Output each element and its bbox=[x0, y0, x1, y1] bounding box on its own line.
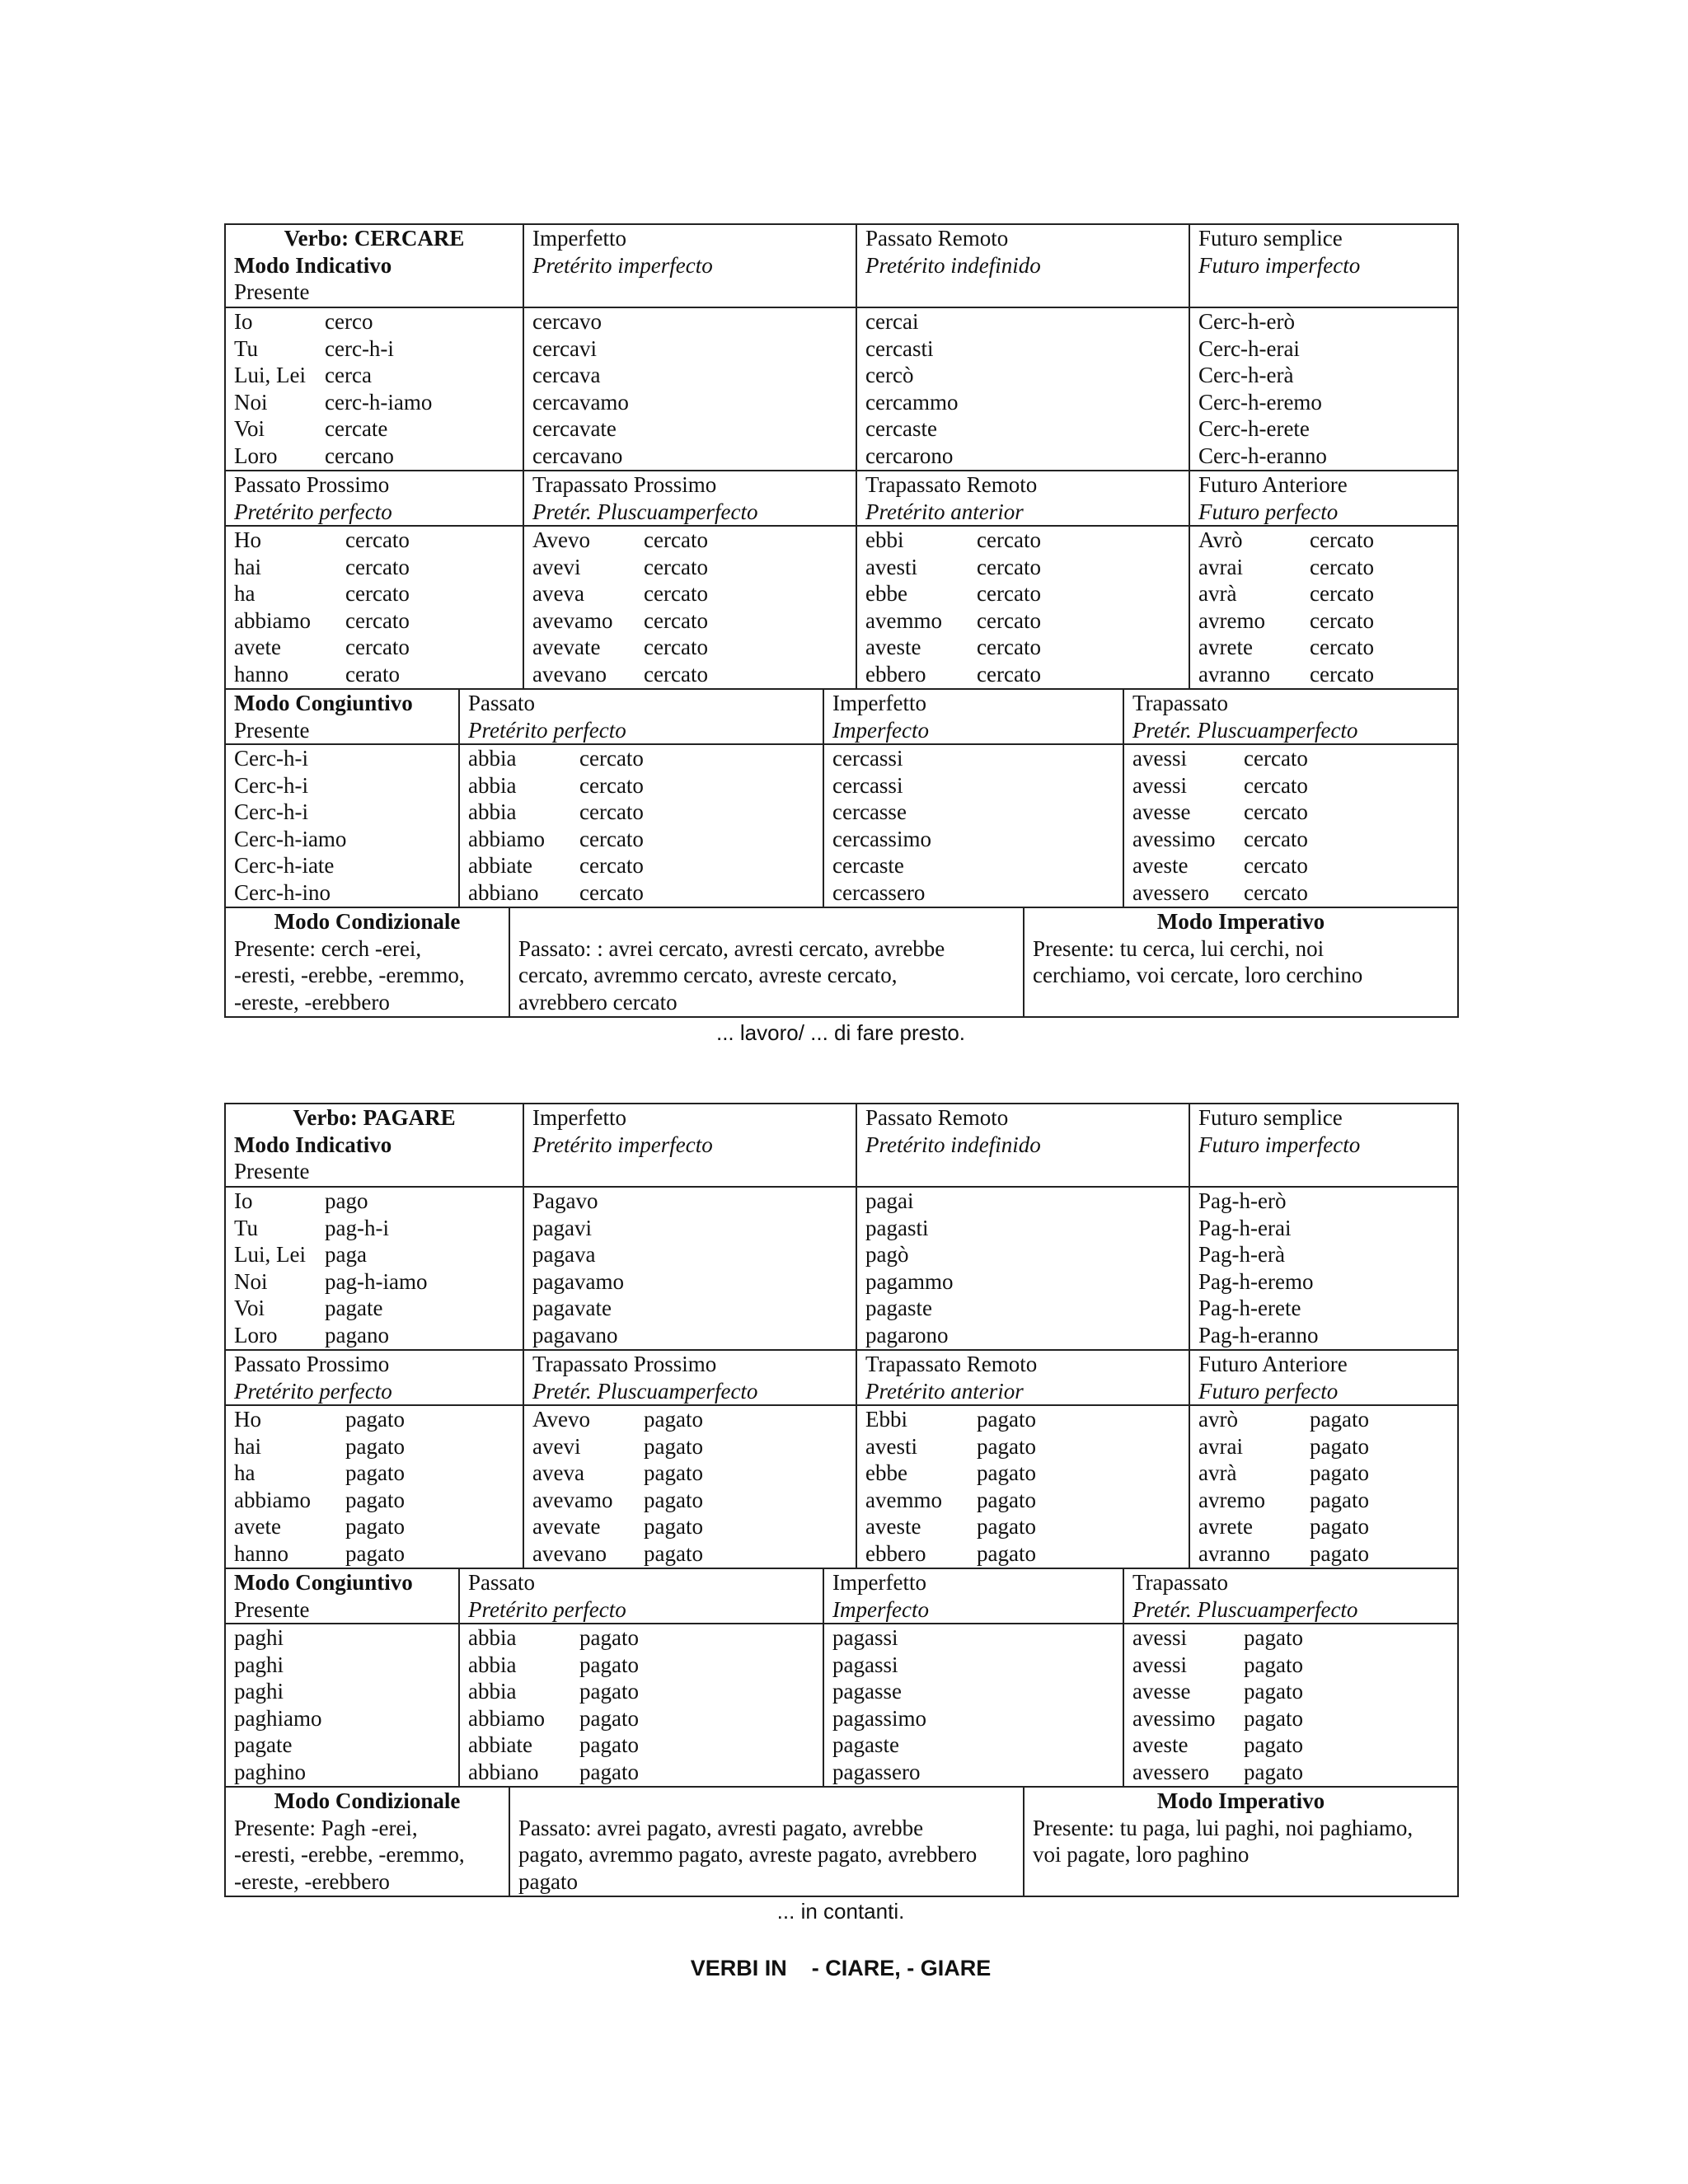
list-item: avete cercato bbox=[234, 635, 410, 659]
cong-imperfetto-forms bbox=[823, 1624, 1123, 1787]
list-item: aveste cercato bbox=[1132, 853, 1308, 878]
list-item: Cerc-h-erete bbox=[1198, 416, 1310, 441]
list-item: avevano pagato bbox=[532, 1540, 703, 1566]
list-item: abbia cercato bbox=[468, 772, 644, 798]
trapassato-remoto-es-label: Pretérito anterior bbox=[865, 1378, 1024, 1404]
list-item: avrà pagato bbox=[1198, 1460, 1369, 1485]
passato-remoto-forms bbox=[856, 307, 1189, 471]
list-item: avessi cercato bbox=[1132, 772, 1308, 798]
list-item: ebbero cercato bbox=[865, 661, 1041, 687]
list-item: pagammo bbox=[865, 1268, 954, 1294]
list-item: avesti pagato bbox=[865, 1433, 1036, 1459]
list-item: cercarono bbox=[865, 443, 954, 468]
imperfetto-header bbox=[523, 224, 856, 307]
cong-imperfetto-es-label: Imperfecto bbox=[832, 717, 929, 743]
list-item: abbia cercato bbox=[468, 746, 644, 771]
futuro-semplice-header bbox=[1189, 1104, 1458, 1187]
list-item: pagasti bbox=[865, 1215, 929, 1240]
list-item: paghi bbox=[234, 1625, 284, 1650]
list-item: Noi pag-h-iamo bbox=[234, 1268, 428, 1294]
list-item: pagai bbox=[865, 1188, 914, 1213]
passato-remoto-forms bbox=[856, 1187, 1189, 1350]
imperfetto-es-label: Pretérito imperfecto bbox=[532, 1132, 713, 1157]
futuro-semplice-header bbox=[1189, 224, 1458, 307]
list-item: pagassi bbox=[832, 1652, 898, 1677]
passato-remoto-header bbox=[856, 224, 1189, 307]
list-item: pagaste bbox=[865, 1296, 932, 1320]
cong-passato-es-label: Pretérito perfecto bbox=[468, 717, 626, 743]
cong-imperfetto-forms bbox=[823, 744, 1123, 907]
cong-trapassato-es-label: Pretér. Pluscuamperfecto bbox=[1132, 717, 1358, 743]
verb-title: Verbo: CERCARE bbox=[284, 226, 465, 251]
list-item: avesse cercato bbox=[1132, 799, 1308, 824]
list-item: cercavi bbox=[532, 335, 597, 361]
list-item: Loro cercano bbox=[234, 443, 394, 468]
passato-remoto-header bbox=[856, 1104, 1189, 1187]
list-item: hanno pagato bbox=[234, 1540, 405, 1566]
list-item: avrai pagato bbox=[1198, 1433, 1369, 1459]
cong-trapassato-header bbox=[1123, 1568, 1458, 1624]
list-item: ha pagato bbox=[234, 1460, 405, 1485]
list-item: avrà cercato bbox=[1198, 581, 1374, 606]
trapassato-remoto-label: Trapassato Remoto bbox=[865, 1352, 1038, 1376]
trapassato-remoto-forms bbox=[856, 1405, 1189, 1568]
list-item: Cerc-h-i bbox=[234, 772, 308, 798]
trapassato-prossimo-forms bbox=[523, 1405, 856, 1568]
list-item: avessi pagato bbox=[1132, 1652, 1303, 1677]
list-item: Tu pag-h-i bbox=[234, 1215, 389, 1240]
list-item: Cerc-h-iamo bbox=[234, 826, 347, 851]
trapassato-prossimo-es-label: Pretér. Pluscuamperfecto bbox=[532, 1378, 758, 1404]
trapassato-remoto-header bbox=[856, 1350, 1189, 1405]
congiuntivo-table-pagare bbox=[224, 1568, 1459, 1788]
cong-passato-forms bbox=[459, 744, 823, 907]
cong-imperfetto-label: Imperfetto bbox=[832, 1570, 926, 1595]
trapassato-prossimo-header bbox=[523, 1350, 856, 1405]
list-item: abbiamo pagato bbox=[234, 1487, 405, 1512]
list-item: abbiamo cercato bbox=[234, 607, 410, 633]
cong-presente-label: Presente bbox=[234, 717, 310, 743]
list-item: avesse pagato bbox=[1132, 1679, 1303, 1704]
list-item: aveste cercato bbox=[865, 635, 1041, 659]
list-item: abbia pagato bbox=[468, 1679, 639, 1704]
list-item: Ebbi pagato bbox=[865, 1407, 1036, 1432]
cond-passato-line: avrebbero cercato bbox=[518, 989, 678, 1015]
caption-cercare: ... lavoro/ ... di fare presto. bbox=[715, 1020, 966, 1045]
list-item: avremo pagato bbox=[1198, 1487, 1369, 1512]
condizionale-passato-cell bbox=[509, 907, 1024, 1017]
list-item: avevano cercato bbox=[532, 661, 708, 687]
section-heading: VERBI IN - CIARE, - GIARE bbox=[690, 1956, 992, 1980]
list-item: cercai bbox=[865, 309, 919, 334]
trapassato-remoto-header bbox=[856, 471, 1189, 526]
list-item: avrai cercato bbox=[1198, 554, 1374, 579]
cong-trapassato-label: Trapassato bbox=[1132, 691, 1229, 715]
list-item: avevate pagato bbox=[532, 1514, 703, 1539]
list-item: hai pagato bbox=[234, 1433, 405, 1459]
list-item: paghiamo bbox=[234, 1705, 322, 1731]
list-item: Pag-h-eremo bbox=[1198, 1268, 1314, 1294]
imperfetto-label: Imperfetto bbox=[532, 226, 626, 251]
trapassato-prossimo-label: Trapassato Prossimo bbox=[532, 1352, 717, 1376]
list-item: cercasse bbox=[832, 799, 907, 824]
list-item: cercava bbox=[532, 363, 601, 387]
cong-trapassato-forms bbox=[1123, 1624, 1458, 1787]
list-item: avete pagato bbox=[234, 1514, 405, 1539]
cong-imperfetto-label: Imperfetto bbox=[832, 691, 926, 715]
list-item: cercammo bbox=[865, 389, 959, 415]
list-item: aveste pagato bbox=[1132, 1732, 1303, 1757]
list-item: ha cercato bbox=[234, 581, 410, 606]
list-item: pagarono bbox=[865, 1322, 949, 1347]
list-item: cercaste bbox=[865, 416, 937, 441]
imperfetto-es-label: Pretérito imperfecto bbox=[532, 252, 713, 278]
imperativo-cell bbox=[1024, 907, 1458, 1017]
futuro-anteriore-label: Futuro Anteriore bbox=[1198, 1352, 1348, 1376]
list-item: cercassi bbox=[832, 772, 903, 798]
list-item: aveva pagato bbox=[532, 1460, 703, 1485]
mode-congiuntivo-label: Modo Congiuntivo bbox=[234, 1570, 413, 1595]
passato-remoto-es-label: Pretérito indefinido bbox=[865, 252, 1041, 278]
cong-trapassato-es-label: Pretér. Pluscuamperfecto bbox=[1132, 1596, 1358, 1622]
list-item: Cerc-h-erò bbox=[1198, 309, 1295, 334]
list-item: avevamo cercato bbox=[532, 607, 708, 633]
list-item: Cerc-h-erà bbox=[1198, 363, 1294, 387]
list-item: Lui, Lei cerca bbox=[234, 363, 372, 387]
list-item: aveste pagato bbox=[865, 1514, 1036, 1539]
list-item: pagavi bbox=[532, 1215, 592, 1240]
list-item: ebbe pagato bbox=[865, 1460, 1036, 1485]
passato-prossimo-header bbox=[225, 1350, 523, 1405]
cong-trapassato-label: Trapassato bbox=[1132, 1570, 1229, 1595]
cond-passato-line: cercato, avremmo cercato, avreste cercato, bbox=[518, 963, 898, 987]
list-item: abbiano cercato bbox=[468, 879, 644, 905]
list-item: avessimo pagato bbox=[1132, 1705, 1303, 1731]
condizionale-table-pagare bbox=[224, 1786, 1459, 1897]
verb-table-cercare bbox=[224, 223, 1459, 690]
list-item: avemmo pagato bbox=[865, 1487, 1036, 1512]
cong-trapassato-header bbox=[1123, 689, 1458, 744]
list-item: abbiano pagato bbox=[468, 1759, 639, 1784]
cond-presente-line: -eresti, -erebbe, -eremmo, bbox=[234, 1842, 465, 1867]
list-item: Ho pagato bbox=[234, 1407, 405, 1432]
list-item: Cerc-h-eranno bbox=[1198, 443, 1327, 468]
list-item: abbiamo pagato bbox=[468, 1705, 639, 1731]
list-item: abbiate pagato bbox=[468, 1732, 639, 1757]
cong-passato-header bbox=[459, 689, 823, 744]
list-item: pagassero bbox=[832, 1759, 921, 1784]
list-item: Cerc-h-i bbox=[234, 799, 308, 824]
condizionale-presente-cell bbox=[225, 1787, 509, 1896]
list-item: paghi bbox=[234, 1652, 284, 1677]
cong-passato-header bbox=[459, 1568, 823, 1624]
list-item: Voi pagate bbox=[234, 1296, 383, 1320]
list-item: cercavano bbox=[532, 443, 623, 468]
cond-presente-line: -eresti, -erebbe, -eremmo, bbox=[234, 963, 465, 987]
list-item: paghino bbox=[234, 1759, 306, 1784]
futuro-semplice-forms bbox=[1189, 307, 1458, 471]
passato-prossimo-header bbox=[225, 471, 523, 526]
list-item: Voi cercate bbox=[234, 416, 388, 441]
list-item: avrò pagato bbox=[1198, 1407, 1369, 1432]
list-item: avranno cercato bbox=[1198, 661, 1374, 687]
imperativo-cell bbox=[1024, 1787, 1458, 1896]
cond-presente-line: Presente: cerch -erei, bbox=[234, 935, 422, 961]
list-item: Pag-h-erai bbox=[1198, 1215, 1292, 1240]
list-item: avemmo cercato bbox=[865, 607, 1041, 633]
indicativo-header bbox=[225, 1104, 523, 1187]
passato-prossimo-label: Passato Prossimo bbox=[234, 472, 390, 497]
passato-prossimo-forms bbox=[225, 526, 523, 689]
passato-remoto-label: Passato Remoto bbox=[865, 1105, 1009, 1130]
list-item: paghi bbox=[234, 1679, 284, 1704]
list-item: ebbi cercato bbox=[865, 527, 1041, 552]
trapassato-prossimo-header bbox=[523, 471, 856, 526]
list-item: avessi pagato bbox=[1132, 1625, 1303, 1650]
list-item: Cerc-h-ino bbox=[234, 879, 331, 905]
imperfetto-header bbox=[523, 1104, 856, 1187]
congiuntivo-header bbox=[225, 1568, 459, 1624]
list-item: Avevo cercato bbox=[532, 527, 708, 552]
imperativo-line: cerchiamo, voi cercate, loro cerchino bbox=[1033, 963, 1363, 987]
presente-forms bbox=[225, 307, 523, 471]
list-item: cercasti bbox=[865, 335, 934, 361]
list-item: avrete cercato bbox=[1198, 635, 1374, 659]
list-item: avessimo cercato bbox=[1132, 826, 1308, 851]
list-item: cercavamo bbox=[532, 389, 629, 415]
trapassato-prossimo-forms bbox=[523, 526, 856, 689]
list-item: avessero pagato bbox=[1132, 1759, 1303, 1784]
list-item: avessi cercato bbox=[1132, 746, 1308, 771]
cond-presente-line: -ereste, -erebbero bbox=[234, 1868, 390, 1894]
futuro-anteriore-header bbox=[1189, 471, 1458, 526]
imperativo-line: Presente: tu paga, lui paghi, noi paghiamo, bbox=[1033, 1815, 1414, 1840]
futuro-anteriore-forms bbox=[1189, 1405, 1458, 1568]
indicativo-header bbox=[225, 224, 523, 307]
list-item: Ho cercato bbox=[234, 527, 410, 552]
list-item: pagavate bbox=[532, 1296, 612, 1320]
cong-passato-forms bbox=[459, 1624, 823, 1787]
list-item: avessero cercato bbox=[1132, 879, 1308, 905]
list-item: avranno pagato bbox=[1198, 1540, 1369, 1566]
list-item: pagassi bbox=[832, 1625, 898, 1650]
list-item: Pag-h-erà bbox=[1198, 1242, 1285, 1267]
verb-title: Verbo: PAGARE bbox=[293, 1105, 456, 1130]
list-item: abbia pagato bbox=[468, 1652, 639, 1677]
imperfetto-forms bbox=[523, 307, 856, 471]
mode-imperativo-label: Modo Imperativo bbox=[1156, 1788, 1325, 1813]
list-item: abbia cercato bbox=[468, 799, 644, 824]
trapassato-remoto-label: Trapassato Remoto bbox=[865, 472, 1038, 497]
list-item: cercavate bbox=[532, 416, 617, 441]
imperativo-line: Presente: tu cerca, lui cerchi, noi bbox=[1033, 935, 1325, 961]
futuro-anteriore-header bbox=[1189, 1350, 1458, 1405]
cong-imperfetto-header bbox=[823, 1568, 1123, 1624]
list-item: Io cerco bbox=[234, 309, 373, 334]
trapassato-remoto-es-label: Pretérito anterior bbox=[865, 499, 1024, 524]
verb-table-pagare bbox=[224, 1103, 1459, 1569]
list-item: ebbero pagato bbox=[865, 1540, 1036, 1566]
cong-trapassato-forms bbox=[1123, 744, 1458, 907]
list-item: hanno cerato bbox=[234, 661, 400, 687]
list-item: pagaste bbox=[832, 1732, 899, 1757]
condizionale-passato-cell bbox=[509, 1787, 1024, 1896]
list-item: Noi cerc-h-iamo bbox=[234, 389, 433, 415]
list-item: hai cercato bbox=[234, 554, 410, 579]
list-item: ebbe cercato bbox=[865, 581, 1041, 606]
passato-prossimo-forms bbox=[225, 1405, 523, 1568]
list-item: abbiamo cercato bbox=[468, 826, 644, 851]
list-item: Tu cerc-h-i bbox=[234, 335, 394, 361]
futuro-semplice-label: Futuro semplice bbox=[1198, 226, 1343, 251]
futuro-semplice-es-label: Futuro imperfecto bbox=[1198, 1132, 1361, 1157]
list-item: Pag-h-eranno bbox=[1198, 1322, 1319, 1347]
list-item: abbiate cercato bbox=[468, 853, 644, 878]
imperfetto-forms bbox=[523, 1187, 856, 1350]
list-item: avevi cercato bbox=[532, 554, 708, 579]
cong-presente-forms bbox=[225, 744, 459, 907]
list-item: Io pago bbox=[234, 1188, 368, 1213]
mode-indicativo-label: Modo Indicativo bbox=[234, 1132, 392, 1157]
list-item: pagasse bbox=[832, 1679, 902, 1704]
list-item: Avevo pagato bbox=[532, 1407, 703, 1432]
passato-remoto-label: Passato Remoto bbox=[865, 226, 1009, 251]
list-item: Cerc-h-i bbox=[234, 746, 308, 771]
presente-forms bbox=[225, 1187, 523, 1350]
cond-passato-line: pagato bbox=[518, 1868, 578, 1894]
list-item: pagate bbox=[234, 1732, 293, 1757]
list-item: pagavamo bbox=[532, 1268, 624, 1294]
cond-passato-line: Passato: avrei pagato, avresti pagato, avrebbe bbox=[518, 1815, 924, 1840]
list-item: cercassero bbox=[832, 879, 926, 905]
cong-passato-label: Passato bbox=[468, 1570, 535, 1595]
cong-imperfetto-header bbox=[823, 689, 1123, 744]
list-item: Cerc-h-eremo bbox=[1198, 389, 1322, 415]
list-item: avesti cercato bbox=[865, 554, 1041, 579]
imperativo-line: voi pagate, loro paghino bbox=[1033, 1842, 1250, 1867]
list-item: avevi pagato bbox=[532, 1433, 703, 1459]
list-item: Avrò cercato bbox=[1198, 527, 1374, 552]
cong-imperfetto-es-label: Imperfecto bbox=[832, 1596, 929, 1622]
list-item: Cerc-h-iate bbox=[234, 853, 335, 878]
list-item: Cerc-h-erai bbox=[1198, 335, 1300, 361]
condizionale-table-cercare bbox=[224, 907, 1459, 1018]
list-item: pagassimo bbox=[832, 1705, 926, 1731]
mode-condizionale-label: Modo Condizionale bbox=[274, 909, 461, 934]
trapassato-prossimo-label: Trapassato Prossimo bbox=[532, 472, 717, 497]
futuro-anteriore-es-label: Futuro perfecto bbox=[1198, 499, 1339, 524]
list-item: Lui, Lei paga bbox=[234, 1242, 367, 1267]
list-item: pagavano bbox=[532, 1322, 618, 1347]
list-item: cercassimo bbox=[832, 826, 931, 851]
presente-label: Presente bbox=[234, 279, 310, 304]
caption-pagare: ... in contanti. bbox=[776, 1899, 905, 1924]
cong-presente-label: Presente bbox=[234, 1596, 310, 1622]
list-item: Pag-h-erò bbox=[1198, 1188, 1287, 1213]
list-item: cercaste bbox=[832, 853, 904, 878]
mode-condizionale-label: Modo Condizionale bbox=[274, 1788, 461, 1813]
futuro-anteriore-forms bbox=[1189, 526, 1458, 689]
passato-prossimo-es-label: Pretérito perfecto bbox=[234, 1378, 392, 1404]
cong-passato-label: Passato bbox=[468, 691, 535, 715]
cong-passato-es-label: Pretérito perfecto bbox=[468, 1596, 626, 1622]
cond-passato-line: Passato: : avrei cercato, avresti cercato, avrebbe bbox=[518, 935, 945, 961]
list-item: cercassi bbox=[832, 746, 903, 771]
list-item: aveva cercato bbox=[532, 581, 708, 606]
imperfetto-label: Imperfetto bbox=[532, 1105, 626, 1130]
passato-prossimo-label: Passato Prossimo bbox=[234, 1352, 390, 1376]
list-item: avevate cercato bbox=[532, 635, 708, 659]
passato-remoto-es-label: Pretérito indefinido bbox=[865, 1132, 1041, 1157]
congiuntivo-header bbox=[225, 689, 459, 744]
list-item: avremo cercato bbox=[1198, 607, 1374, 633]
futuro-semplice-es-label: Futuro imperfecto bbox=[1198, 252, 1361, 278]
mode-congiuntivo-label: Modo Congiuntivo bbox=[234, 691, 413, 715]
cong-presente-forms bbox=[225, 1624, 459, 1787]
list-item: Pag-h-erete bbox=[1198, 1296, 1301, 1320]
list-item: Pagavo bbox=[532, 1188, 598, 1213]
list-item: Loro pagano bbox=[234, 1322, 389, 1347]
cond-presente-line: Presente: Pagh -erei, bbox=[234, 1815, 418, 1840]
futuro-semplice-label: Futuro semplice bbox=[1198, 1105, 1343, 1130]
list-item: pagava bbox=[532, 1242, 596, 1267]
list-item: pagò bbox=[865, 1242, 909, 1267]
list-item: abbia pagato bbox=[468, 1625, 639, 1650]
futuro-anteriore-label: Futuro Anteriore bbox=[1198, 472, 1348, 497]
cond-presente-line: -ereste, -erebbero bbox=[234, 989, 390, 1015]
trapassato-remoto-forms bbox=[856, 526, 1189, 689]
futuro-anteriore-es-label: Futuro perfecto bbox=[1198, 1378, 1339, 1404]
list-item: cercò bbox=[865, 363, 914, 387]
presente-label: Presente bbox=[234, 1159, 310, 1183]
passato-prossimo-es-label: Pretérito perfecto bbox=[234, 499, 392, 524]
list-item: avrete pagato bbox=[1198, 1514, 1369, 1539]
cond-passato-line: pagato, avremmo pagato, avreste pagato, avrebbero bbox=[518, 1842, 978, 1867]
condizionale-presente-cell bbox=[225, 907, 509, 1017]
congiuntivo-table-cercare bbox=[224, 688, 1459, 908]
mode-imperativo-label: Modo Imperativo bbox=[1156, 909, 1325, 934]
list-item: cercavo bbox=[532, 309, 602, 334]
list-item: avevamo pagato bbox=[532, 1487, 703, 1512]
mode-indicativo-label: Modo Indicativo bbox=[234, 252, 392, 278]
futuro-semplice-forms bbox=[1189, 1187, 1458, 1350]
trapassato-prossimo-es-label: Pretér. Pluscuamperfecto bbox=[532, 499, 758, 524]
